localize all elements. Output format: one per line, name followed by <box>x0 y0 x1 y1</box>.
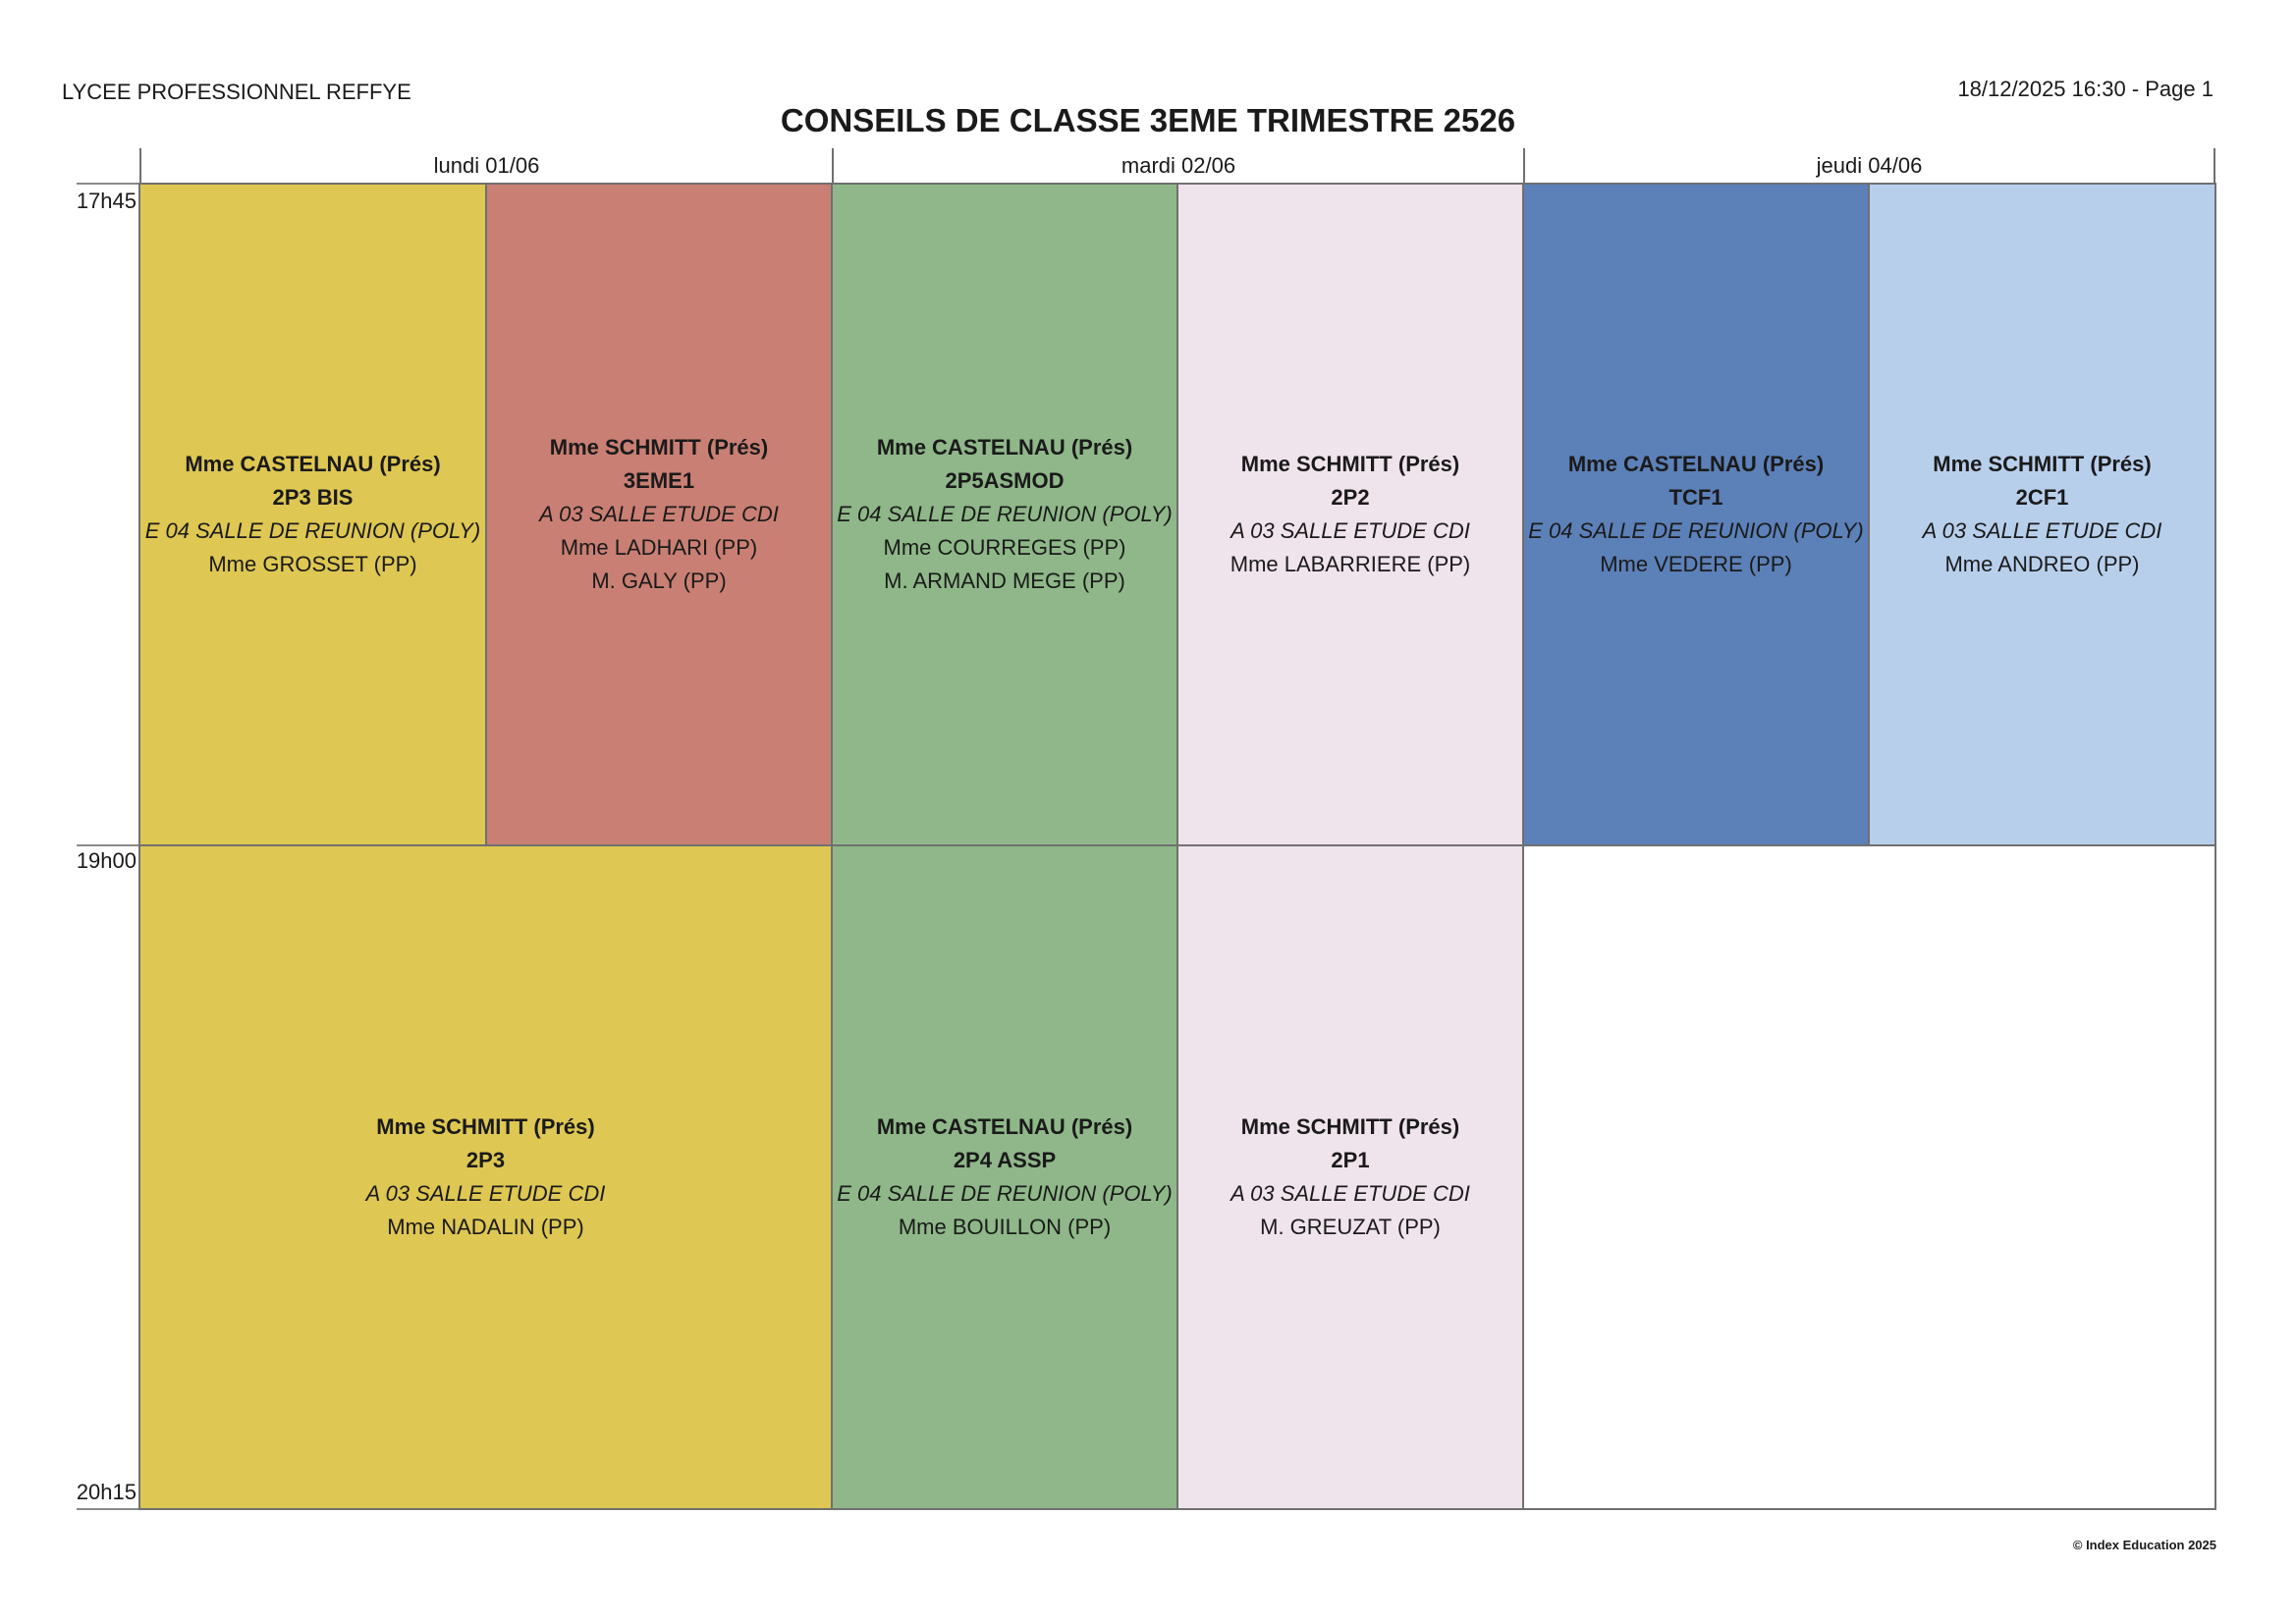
class-name: 2P3 <box>465 1148 506 1172</box>
president-name: Mme CASTELNAU (Prés) <box>876 435 1133 460</box>
session-cell-2p3 <box>139 845 832 1509</box>
room-name: E 04 SALLE DE REUNION (POLY) <box>837 1181 1173 1206</box>
president-name: Mme SCHMITT (Prés) <box>376 1114 595 1139</box>
main-teacher-name: Mme GROSSET (PP) <box>208 552 417 576</box>
president-name: Mme SCHMITT (Prés) <box>1240 452 1460 476</box>
time-label-middle: 19h00 <box>76 848 137 873</box>
class-name: 2P1 <box>1331 1148 1370 1172</box>
main-teacher-name: Mme LABARRIERE (PP) <box>1230 552 1471 576</box>
main-teacher-name: M. ARMAND MEGE (PP) <box>884 568 1125 593</box>
day-header-jeudi: jeudi 04/06 <box>1523 148 2215 184</box>
session-cell-2p5asmod <box>832 184 1177 845</box>
main-teacher-name: Mme BOUILLON (PP) <box>898 1215 1112 1239</box>
class-name: 2P5ASMOD <box>945 468 1065 493</box>
room-name: A 03 SALLE ETUDE CDI <box>1922 518 2162 543</box>
class-name: TCF1 <box>1668 485 1723 510</box>
main-teacher-name: M. GALY (PP) <box>591 568 727 593</box>
main-teacher-name: Mme VEDERE (PP) <box>1600 552 1792 576</box>
time-gridline <box>77 1508 139 1510</box>
room-name: A 03 SALLE ETUDE CDI <box>1230 1181 1470 1206</box>
day-header-lundi: lundi 01/06 <box>139 148 832 184</box>
room-name: A 03 SALLE ETUDE CDI <box>365 1181 606 1206</box>
class-name: 2P3 BIS <box>272 485 354 510</box>
session-cell-2p3-bis <box>139 184 486 845</box>
session-cell-2p4-assp <box>832 845 1177 1509</box>
day-header-mardi: mardi 02/06 <box>832 148 1523 184</box>
class-name: 2P4 ASSP <box>953 1148 1057 1172</box>
main-teacher-name: Mme COURREGES (PP) <box>883 535 1126 560</box>
room-name: A 03 SALLE ETUDE CDI <box>1230 518 1470 543</box>
room-name: E 04 SALLE DE REUNION (POLY) <box>837 502 1173 526</box>
room-name: A 03 SALLE ETUDE CDI <box>539 502 779 526</box>
session-cell-2cf1 <box>1869 184 2215 845</box>
class-name: 3EME1 <box>623 468 695 493</box>
time-gridline <box>77 844 139 846</box>
class-name: 2P2 <box>1331 485 1370 510</box>
president-name: Mme CASTELNAU (Prés) <box>185 452 441 476</box>
time-label-start: 17h45 <box>76 189 137 213</box>
print-date-page: 18/12/2025 16:30 - Page 1 <box>1957 77 2214 101</box>
session-cell-3eme1 <box>486 184 832 845</box>
session-cell-2p2 <box>1177 184 1523 845</box>
time-gridline <box>77 183 139 185</box>
president-name: Mme SCHMITT (Prés) <box>1240 1114 1460 1139</box>
session-cell-tcf1 <box>1523 184 1869 845</box>
page-title: CONSEILS DE CLASSE 3EME TRIMESTRE 2526 <box>780 102 1516 138</box>
president-name: Mme SCHMITT (Prés) <box>1933 452 2152 476</box>
schedule-grid <box>139 184 2215 1509</box>
copyright-notice: © Index Education 2025 <box>2072 1538 2216 1552</box>
session-cell-2p1 <box>1177 845 1523 1509</box>
school-name: LYCEE PROFESSIONNEL REFFYE <box>62 80 411 104</box>
empty-slot <box>1523 845 2215 1509</box>
time-label-end: 20h15 <box>76 1480 137 1504</box>
president-name: Mme SCHMITT (Prés) <box>549 435 769 460</box>
main-teacher-name: M. GREUZAT (PP) <box>1260 1215 1441 1239</box>
main-teacher-name: Mme NADALIN (PP) <box>387 1215 584 1239</box>
room-name: E 04 SALLE DE REUNION (POLY) <box>1528 518 1864 543</box>
president-name: Mme CASTELNAU (Prés) <box>1567 452 1825 476</box>
main-teacher-name: Mme LADHARI (PP) <box>560 535 758 560</box>
class-name: 2CF1 <box>2015 485 2069 510</box>
president-name: Mme CASTELNAU (Prés) <box>876 1114 1133 1139</box>
main-teacher-name: Mme ANDREO (PP) <box>1944 552 2140 576</box>
room-name: E 04 SALLE DE REUNION (POLY) <box>144 518 481 543</box>
